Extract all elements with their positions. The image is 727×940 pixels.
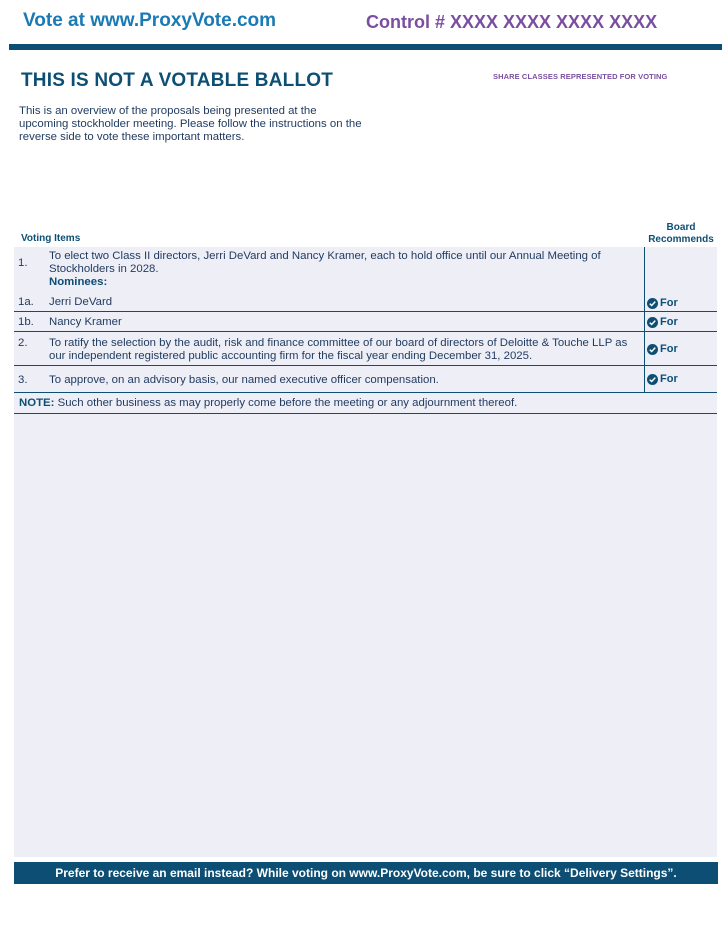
- row-divider: [14, 365, 717, 366]
- check-circle-icon: [647, 344, 658, 355]
- recommendation: [647, 373, 678, 385]
- recommendation: [647, 343, 678, 355]
- item-text: To approve, on an advisory basis, our named executive officer compensation.: [49, 374, 439, 386]
- row-divider: [14, 392, 717, 393]
- recommendation-label: For: [660, 343, 678, 355]
- recommendation-label: For: [660, 373, 678, 385]
- item-number: 3.: [18, 374, 28, 386]
- control-number: Control # XXXX XXXX XXXX XXXX: [366, 12, 658, 32]
- page-title: THIS IS NOT A VOTABLE BALLOT: [21, 70, 334, 91]
- note-label: NOTE:: [19, 397, 55, 409]
- nominees-label: Nominees:: [49, 276, 108, 288]
- intro-text: This is an overview of the proposals being presented at the upcoming stockholder meeting. Please follow the instructions on the reverse side to vote these important matters.: [19, 105, 362, 143]
- check-circle-icon: [647, 298, 658, 309]
- board-recommends-header: Board Recommends: [648, 222, 714, 245]
- check-circle-icon: [647, 317, 658, 328]
- note-text: Such other business as may properly come before the meeting or any adjournment thereof.: [54, 397, 518, 409]
- item-number: 1a.: [18, 296, 34, 308]
- recommendation: [647, 316, 678, 328]
- item-number: 1b.: [18, 316, 34, 328]
- header-rule: [9, 44, 722, 50]
- recommendation-label: For: [660, 297, 678, 309]
- row-divider: [14, 311, 717, 312]
- recommendation: [647, 297, 678, 309]
- item-number: 1.: [18, 257, 28, 269]
- row-divider: [14, 413, 717, 414]
- check-circle-icon: [647, 374, 658, 385]
- proxyvote-link[interactable]: Vote at www.ProxyVote.com: [23, 10, 277, 31]
- header: [0, 0, 727, 52]
- footer-banner: Prefer to receive an email instead? While voting on www.ProxyVote.com, be sure to click “Delivery Settings”.: [14, 862, 718, 884]
- item-text: Jerri DeVard: [49, 296, 113, 308]
- share-classes-label: SHARE CLASSES REPRESENTED FOR VOTING: [493, 72, 668, 81]
- item-text: Nancy Kramer: [49, 316, 122, 328]
- item-text: To elect two Class II directors, Jerri DeVard and Nancy Kramer, each to hold office until our Annual Meeting of Stockholders in 2028.: [49, 250, 601, 275]
- item-text: To ratify the selection by the audit, risk and finance committee of our board of directors of Deloitte & Touche LLP as our independent registered public accounting firm for the fiscal year ending December 31, 2025.: [49, 337, 628, 362]
- voting-items-header: Voting Items: [21, 233, 81, 244]
- note: [19, 397, 517, 409]
- column-divider: [644, 247, 645, 392]
- recommendation-label: For: [660, 316, 678, 328]
- row-divider: [14, 331, 717, 332]
- item-number: 2.: [18, 337, 28, 349]
